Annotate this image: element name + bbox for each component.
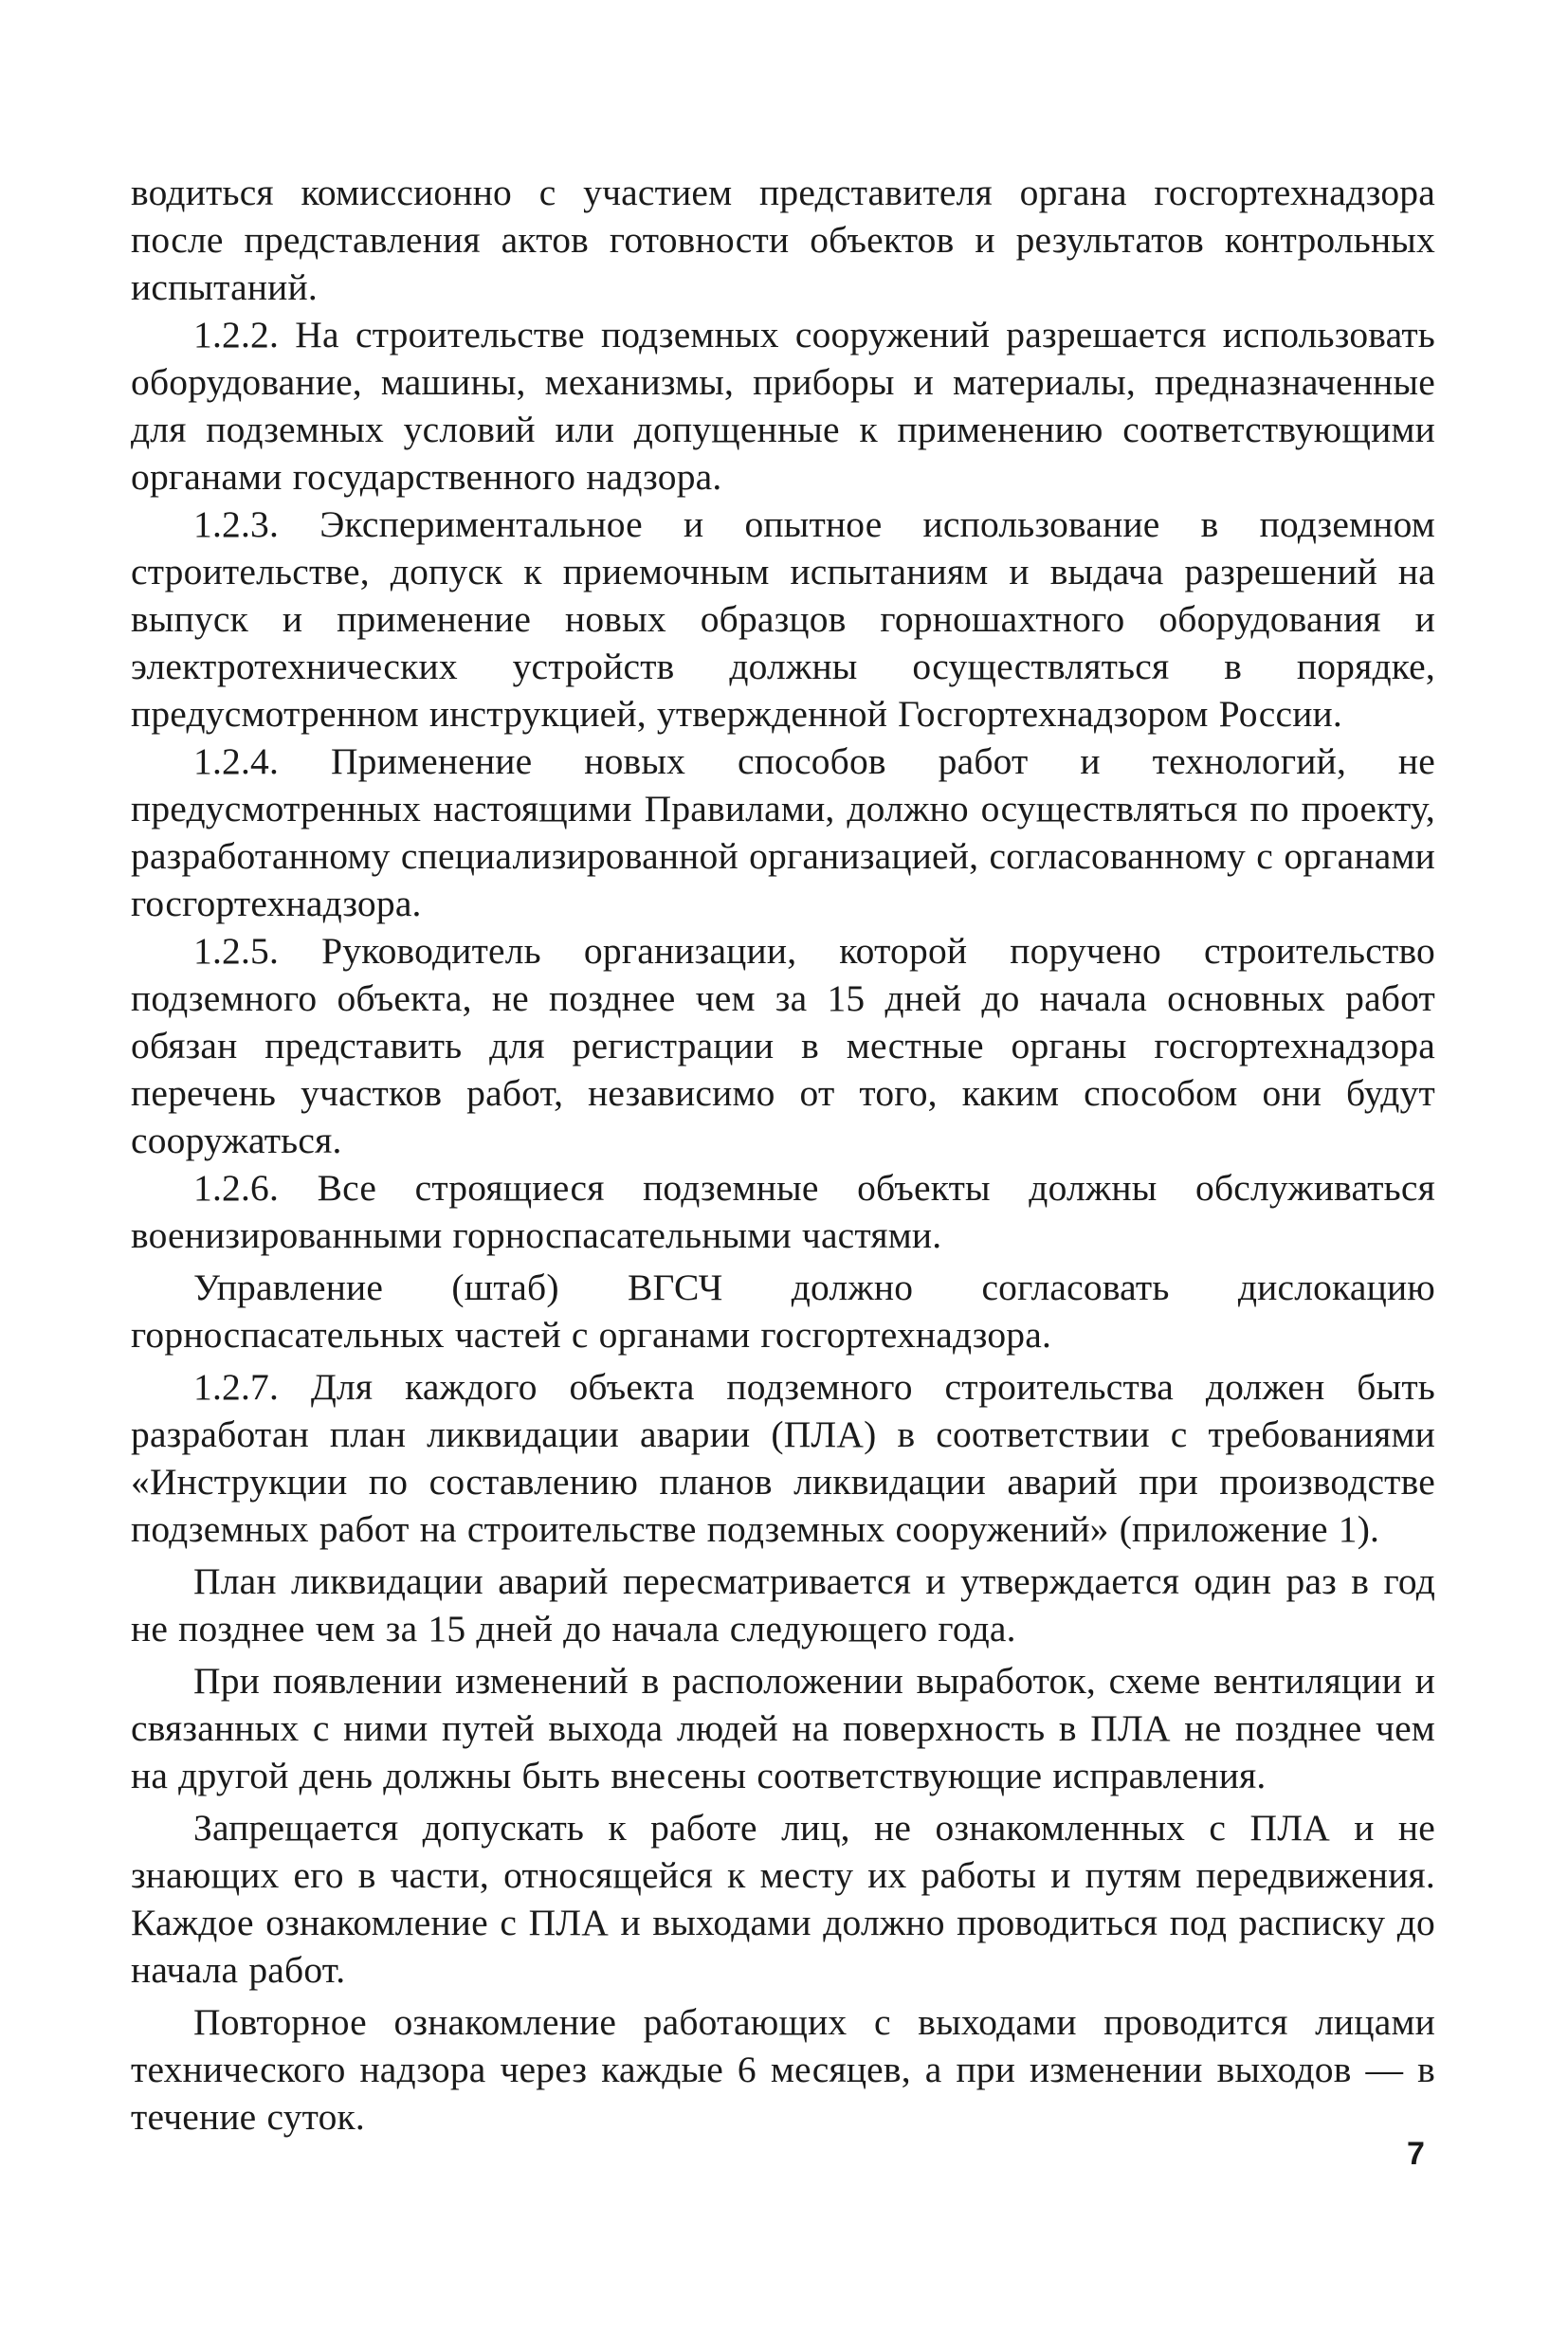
paragraph-vgsch-management: Управление (штаб) ВГСЧ должно согласовать дислокацию горноспасательных частей с органами госгортехнадзора. <box>131 1267 1435 1356</box>
page-number: 7 <box>1407 2136 1425 2172</box>
paragraph-pla-changes: При появлении изменений в расположении выработок, схеме вентиляции и связанных с ними путей выхода людей на поверхность в ПЛА не позднее чем на другой день должны быть внесены соответствующие исправления. <box>131 1660 1435 1796</box>
paragraph-repeat-familiarization: Повторное ознакомление работающих с выходами проводится лицами технического надзора через каждые 6 месяцев, а при изменении выходов — в течение суток. <box>131 2001 1435 2138</box>
paragraph-1-2-2: 1.2.2. На строительстве подземных сооружений разрешается использовать оборудование, машины, механизмы, приборы и материалы, предназначенные для подземных условий или допущенные к применению соответствующими органами государственного надзора. <box>131 314 1435 498</box>
paragraph-pla-review: План ликвидации аварий пересматривается и утверждается один раз в год не позднее чем за 15 дней до начала следующего года. <box>131 1560 1435 1649</box>
paragraph-1-2-5: 1.2.5. Руководитель организации, которой поручено строительство подземного объекта, не позднее чем за 15 дней до начала основных работ обязан представить для регистрации в местные органы госгортехнадзора перечень участков работ, независимо от того, каким способом они будут сооружаться. <box>131 930 1435 1161</box>
page-body <box>131 169 1435 2141</box>
paragraph-1-2-4: 1.2.4. Применение новых способов работ и технологий, не предусмотренных настоящими Правилами, должно осуществляться по проекту, разработанному специализированной организацией, согласованному с органами госгортехнадзора. <box>131 740 1435 924</box>
paragraph-continuation: водиться комиссионно с участием представителя органа госгортехнадзора после представления актов готовности объектов и результатов контрольных испытаний. <box>131 172 1435 308</box>
paragraph-1-2-3: 1.2.3. Экспериментальное и опытное использование в подземном строительстве, допуск к приемочным испытаниям и выдача разрешений на выпуск и применение новых образцов горношахтного оборудования и электротехнических устройств должны осуществляться в порядке, предусмотренном инструкцией, утвержденной Госгортехнадзором России. <box>131 503 1435 735</box>
paragraph-1-2-6: 1.2.6. Все строящиеся подземные объекты должны обслуживаться военизированными горноспасательными частями. <box>131 1167 1435 1256</box>
paragraph-1-2-7: 1.2.7. Для каждого объекта подземного строительства должен быть разработан план ликвидации аварии (ПЛА) в соответствии с требованиями «Инструкции по составлению планов ликвидации аварий при производстве подземных работ на строительстве подземных сооружений» (приложение 1). <box>131 1366 1435 1550</box>
paragraph-pla-familiarization: Запрещается допускать к работе лиц, не ознакомленных с ПЛА и не знающих его в части, относящейся к месту их работы и путям передвижения. Каждое ознакомление с ПЛА и выходами должно проводиться под расписку до начала работ. <box>131 1807 1435 1991</box>
